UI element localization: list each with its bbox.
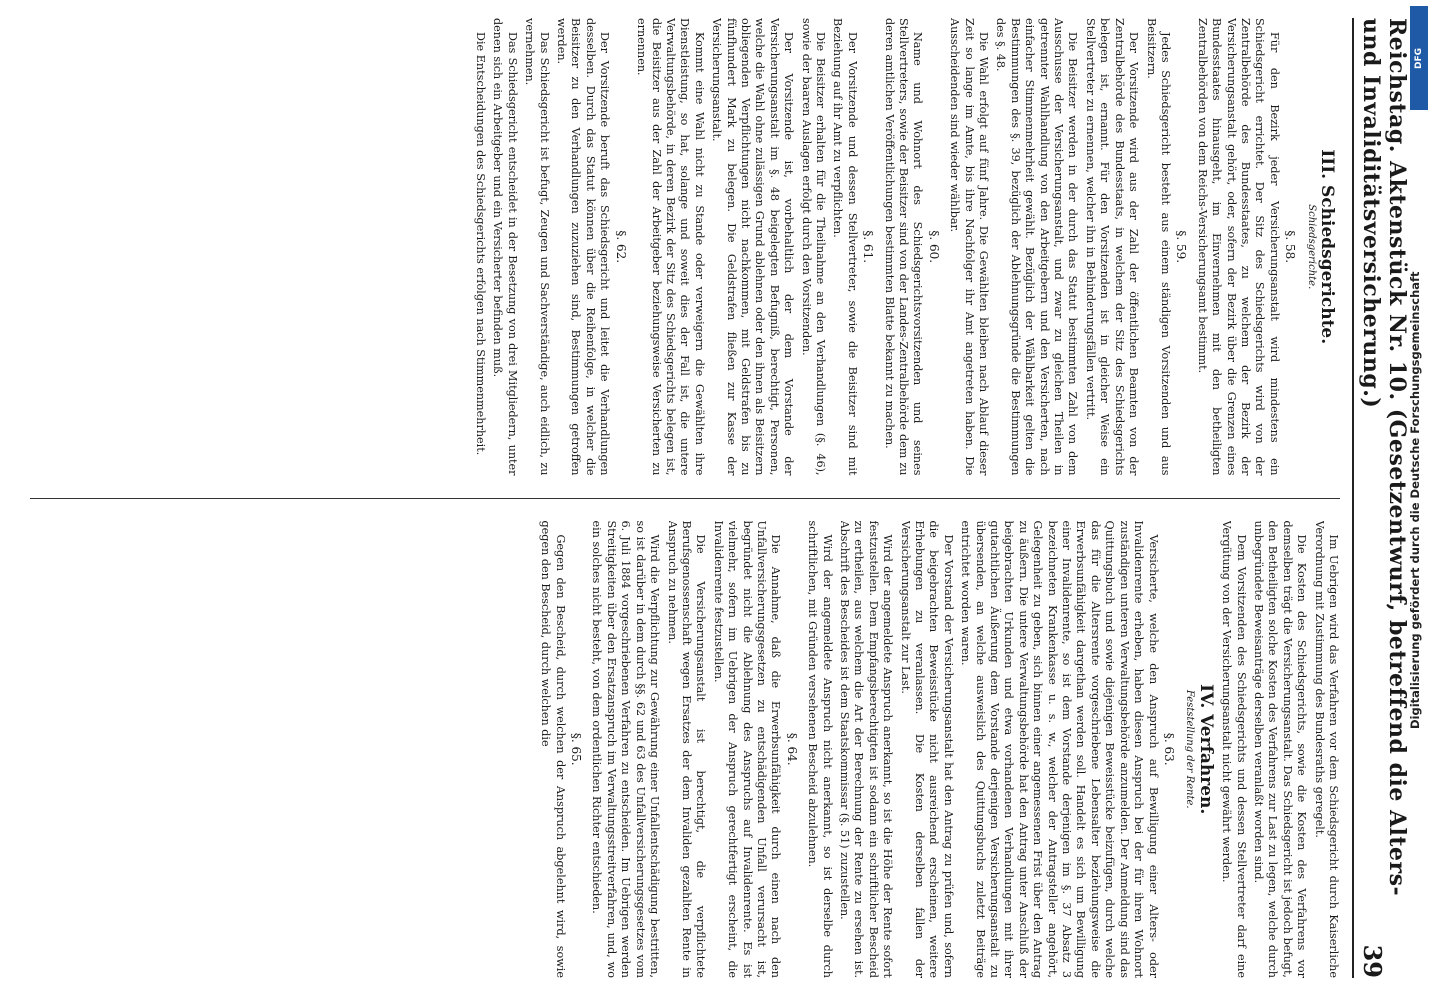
intro-text-3: Dem Vorsitzenden des Schiedsgerichts und dessen Stellvertreter darf eine Vergütung von der Versicherungsanstalt nicht gewährt werden. [1220, 520, 1248, 978]
paragraph-63-text-2: Der Vorstand der Versicherungsanstalt hat den Antrag zu prüfen und, sofern die beigebrachten Beweisstücke nicht ausreichend erscheinen, weitere Erhebungen zu veranlassen. Die Kosten derselben fallen der Versicherungsanstalt zur Last. [898, 520, 955, 978]
paragraph-58-text: Für den Bezirk jeder Versicherungsanstalt wird mindestens ein Schiedsgericht errichtet. Der Sitz des Schiedsgerichts wird von der Zentralbehörde des Bundesstaates, zu welchem der Bezirk der Versicherungsanstalt gehört, oder, sofern der Bezirk über die Grenzen eines Bundesstaates hinausgeht, im Einvernehmen mit den betheiligten Zentralbehörden von dem Reichs-Versicherungsamt bestimmt. [1195, 18, 1281, 476]
paragraph-63-text-1: Versicherte, welche den Anspruch auf Bewilligung einer Alters- oder Invalidenrente erheben, haben diesen Anspruch bei der für ihren Wohnort zuständigen unteren Verwaltungsbehörde anzumelden. Der Anmeldung sind das Quittungsbuch und sowie diejenigen Beweisstücke beizufügen, durch welche das für die Altersrente vorgeschriebene Lebensalter beziehungsweise die Erwerbsunfähigkeit dargethan werden soll. Handelt es sich um Bewilligung einer Invalidenrente, so ist dem Vorstande derjenigen im §. 37 Absatz 3 bezeichneten Krankenkasse u. s. w., welcher der Antragsteller angehört, Gelegenheit zu geben, sich binnen einer angemessenen Frist über den Antrag zu äußern. Die untere Verwaltungsbehörde hat den Antrag unter Anschluß der beigebrachten Urkunden und etwa vorhandenen Verhandlungen mit ihrer gutachtlichen Äußerung dem Vorstande derjenigen Versicherungsanstalt zu übersenden, an welche ausweislich des Quittungsbuchs zuletzt Beiträge entrichtet worden waren. [959, 520, 1160, 978]
paragraph-62-text-1: Der Vorsitzende beruft das Schiedsgericht und leitet die Verhandlungen desselben. Durch das Statut können über die Reihenfolge, in welcher die Beisitzer zu den Verhandlungen zuzuziehen sind, Bestimmungen getroffen werden. [555, 18, 612, 476]
paragraph-59-text-2: Der Vorsitzende wird aus der Zahl der öffentlichen Beamten von der Zentralbehörde des Bundesstaats, in welchem der Sitz des Schiedsgerichts belegen ist, ernannt. Für den Vorsitzenden ist in gleicher Weise ein Stellvertreter zu ernennen, welcher ihn in Behinderungsfällen vertritt. [1083, 18, 1141, 476]
paragraph-61-text-4: Kommt eine Wahl nicht zu Stande oder verweigern die Gewählten ihre Dienstleistung, so hat, solange und soweit dies der Fall ist, die untere Verwaltungsbehörde, in deren Bezirk der Sitz des Schiedsgerichts belegen ist, die Beisitzer aus der Zahl der Arbeitgeber beziehungsweise Versicherten zu ernennen. [635, 18, 706, 476]
rotated-document-page [18, 18, 1410, 978]
paragraph-61-heading: §. 61. [861, 230, 876, 264]
paragraph-58-heading: §. 58. [1283, 230, 1298, 264]
paragraph-60-heading: §. 60. [926, 230, 941, 264]
paragraph-59-text-3: Die Beisitzer werden in der durch das Statut bestimmten Zahl von dem Ausschusse der Versicherungsanstalt, und zwar zu gleichen Theilen in getrennter Wahlhandlung von den Arbeitgebern und den Versicherten, nach einfacher Stimmenmehrheit gewählt. Bezüglich der Wählbarkeit gelten die Bestimmungen des §. 39, bezüglich der Ablehnungsgründe die Bestimmungen des §. 48. [994, 18, 1080, 476]
paragraph-64-text-1: Die Annahme, daß die Erwerbsunfähigkeit durch einen nach den Unfallversicherungsgesetzen zu entschädigenden Unfall verursacht ist, begründet nicht die Ablehnung des Anspruchs auf Invalidenrente. Es ist vielmehr, sofern im Uebrigen der Anspruch gerechtfertigt erscheint, die Invalidenrente festzustellen. [711, 520, 783, 978]
paragraph-63-text-3: Wird der angemeldete Anspruch anerkannt, so ist die Höhe der Rente sofort festzustellen. Dem Empfangsberechtigten ist sodann ein schriftlicher Bescheid zu ertheilen, aus welchem die Art der Berechnung der Rente zu ersehen ist. Abschrift des Bescheides ist dem Staatskommissar (§. 51) zuzustellen. [838, 520, 895, 978]
paragraph-64-heading: §. 64. [784, 732, 799, 766]
paragraph-62-text-3: Das Schiedsgericht entscheidet in der Besetzung von drei Mitgliedern, unter denen sich ein Arbeitgeber und ein Versicherter befinden muß. [491, 18, 519, 476]
section-subtitle: Schiedsgerichte. [1305, 204, 1317, 290]
page-header [1352, 18, 1410, 978]
page-number: 39 [1358, 944, 1387, 978]
paragraph-65-heading: §. 65. [569, 732, 584, 766]
right-column [30, 521, 1340, 979]
paragraph-62-heading: §. 62. [613, 230, 628, 264]
column-divider [30, 498, 1340, 499]
dfg-logo: DFG [1410, 6, 1428, 110]
paragraph-61-text-2: Die Beisitzer erhalten für die Theilnahme an den Verhandlungen (§. 46), sowie der baaren Auslagen erfolgt durch den Vorsitzenden. [799, 18, 827, 476]
paragraph-59-heading: §. 59. [1174, 230, 1189, 264]
section-subtitle-rente: Feststellung der Rente. [1184, 689, 1196, 809]
intro-text-2: Die Kosten des Schiedsgerichts, sowie die Kosten des Verfahrens vor demselben trägt die Versicherungsanstalt. Das Schiedsgericht ist jedoch befugt, den Betheiligten solche Kosten des Verfahrens zur Last zu legen, welche durch unbegründete Beweisanträge derselben veranlaßt worden sind. [1251, 520, 1309, 978]
paragraph-65-text: Gegen den Bescheid, durch welchen der Anspruch abgelehnt wird, sowie gegen den Bescheid, durch welchen die [539, 520, 567, 978]
paragraph-59-text-1: Jedes Schiedsgericht besteht aus einem ständigen Vorsitzenden und aus Beisitzern. [1144, 18, 1172, 476]
section-title-schiedsgerichte: III. Schiedsgerichte. [1317, 149, 1337, 345]
paragraph-60-text: Name und Wohnort des Schiedsgerichtsvorsitzenden und seines Stellvertreters, sowie der Beisitzer sind von der Landes-Zentralbehörde dem zu deren amtlichen Veröffentlichungen bestimmten Blatte bekannt zu machen. [882, 18, 925, 476]
section-title-verfahren: IV. Verfahren. [1195, 684, 1216, 815]
paragraph-61-text-1: Der Vorsitzende und dessen Stellvertreter, sowie die Beisitzer sind mit Beziehung auf ihr Amt zu verpflichten. [831, 18, 859, 476]
digitization-credit: Digitalisierung gefördert durch die Deutsche Forschungsgemeinschaft [1408, 271, 1422, 729]
intro-text-1: Im Uebrigen wird das Verfahren vor dem Schiedsgericht durch Kaiserliche Verordnung mit Zustimmung des Bundesraths geregelt. [1312, 520, 1340, 978]
text-columns [30, 18, 1340, 978]
paragraph-63-heading: §. 63. [1161, 732, 1176, 766]
left-column [30, 18, 1340, 476]
paragraph-64-text-3: Wird die Verpflichtung zur Gewährung einer Unfallentschädigung bestritten, so ist darüber in dem durch §§. 62 und 63 des Unfallversicherungsgesetzes vom 6. Juli 1884 vorgeschriebenen Verfahren zu entscheiden. Im Uebrigen werden Streitigkeiten über den Ersatzanspruch im Verwaltungsstreitverfahren, und, wo ein solches nicht besteht, von dem ordentlichen Richter entschieden. [590, 520, 662, 978]
paragraph-63-text-4: Wird der angemeldete Anspruch nicht anerkannt, so ist derselbe durch schriftlichen, mit Gründen versehenen Bescheid abzulehnen. [806, 520, 834, 978]
header-title: Reichstag. Aktenstück Nr. 10. (Gesetzentwurf, betreffend die Alters- und Invaliditätsversicherung.) [1358, 18, 1410, 897]
paragraph-59-text-4: Die Wahl erfolgt auf fünf Jahre. Die Gewählten bleiben nach Ablauf dieser Zeit so lange im Amte, bis ihre Nachfolger ihr Amt angetreten haben. Die Ausscheidenden sind wieder wählbar. [948, 18, 991, 476]
paragraph-62-text-2: Das Schiedsgericht ist befugt, Zeugen und Sachverständige, auch eidlich, zu vernehmen. [523, 18, 551, 476]
paragraph-61-text-3: Der Vorsitzende ist, vorbehaltlich der dem Vorstande der Versicherungsanstalt im §. 48 beigelegten Befugniß, berechtigt, Personen, welche die Wahl ohne zulässigen Grund ablehnen oder den ihnen als Beisitzern obliegenden Verpflichtungen nicht nachkommen, mit Geldstrafen bis zu fünfhundert Mark zu belegen. Die Geldstrafen fließen zur Kasse der Versicherungsanstalt. [710, 18, 796, 476]
paragraph-62-text-4: Die Entscheidungen des Schiedsgerichts erfolgen nach Stimmenmehrheit. [474, 32, 488, 456]
paragraph-64-text-2: Die Versicherungsanstalt ist berechtigt, die verpflichtete Berufsgenossenschaft wegen Ersatzes der dem Invaliden gezahlten Rente in Anspruch zu nehmen. [665, 520, 708, 978]
